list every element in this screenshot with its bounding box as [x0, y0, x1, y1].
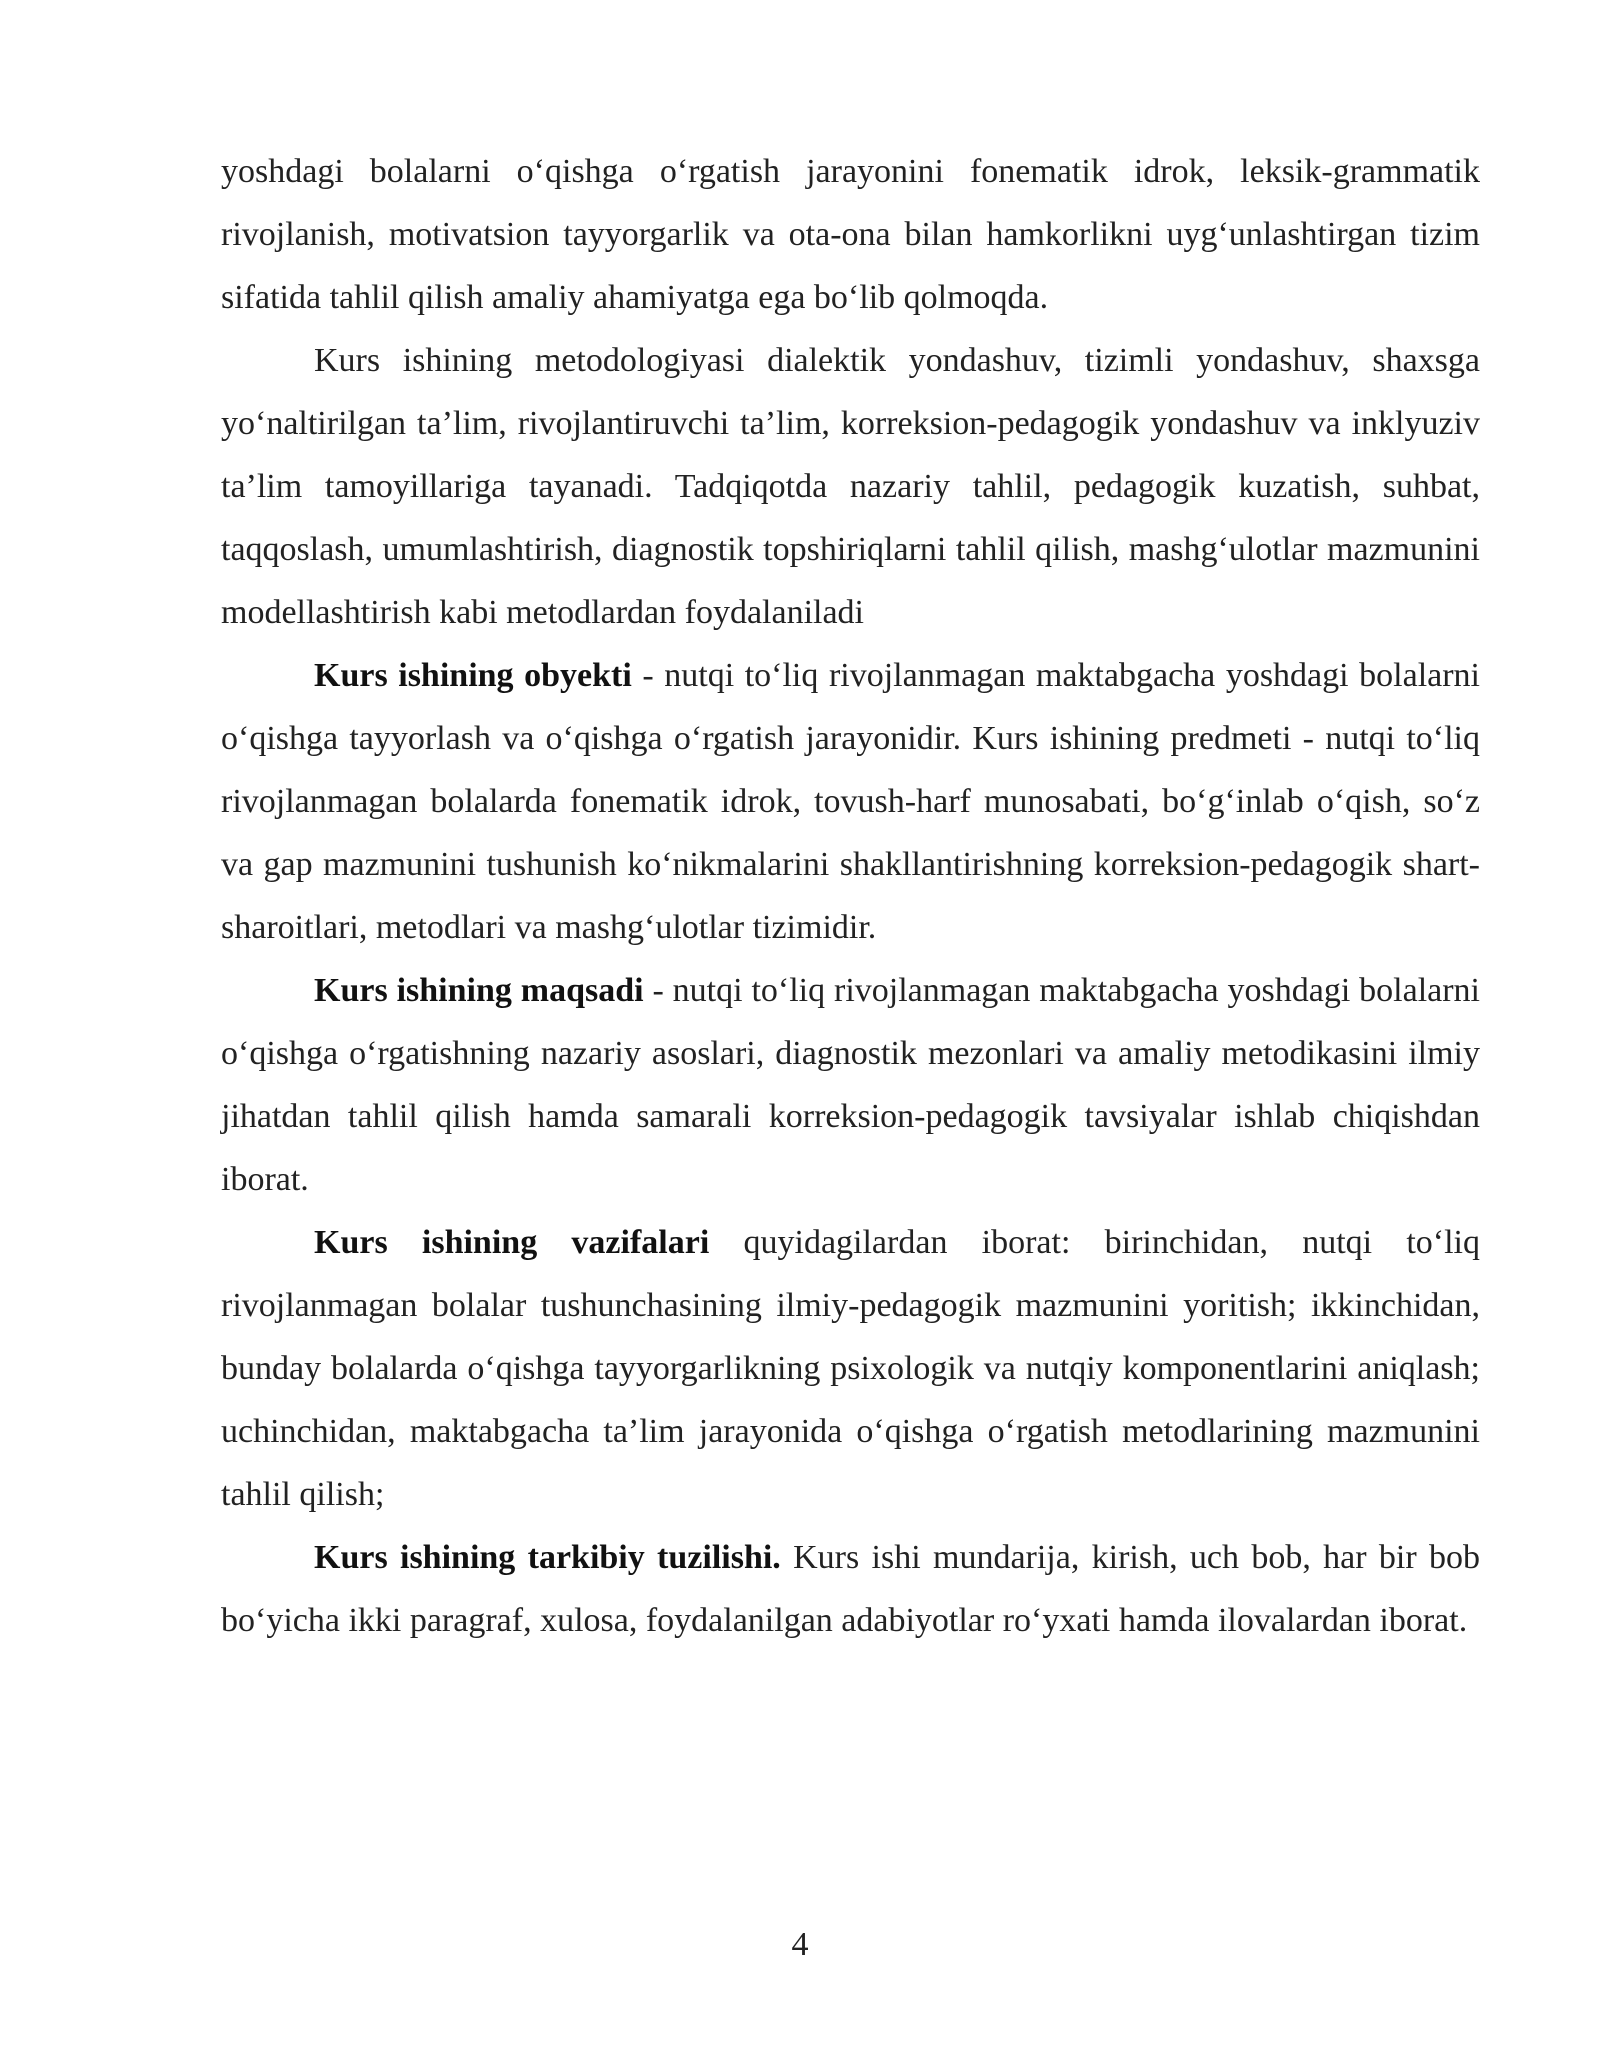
- paragraph-tasks: [221, 1211, 1480, 1526]
- paragraph-text: quyidagilardan iborat: birinchidan, nutqi to‘liq rivojlanmagan bolalar tushunchasining ilmiy-pedagogik mazmunini yoritish; ikkinchidan, bunday bolalarda o‘qishga tayyorgarlikning psixologik va nutqiy komponentlarini aniqlash; uchinchidan, maktabgacha ta’lim jarayonida o‘qishga o‘rgatish metodlarining mazmunini tahlil qilish;: [221, 1224, 1480, 1513]
- paragraph-text: yoshdagi bolalarni o‘qishga o‘rgatish jarayonini fonematik idrok, leksik-grammatik rivojlanish, motivatsion tayyorgarlik va ota-ona bilan hamkorlikni uyg‘unlashtirgan tizim sifatida tahlil qilish amaliy ahamiyatga ega bo‘lib qolmoqda.: [221, 153, 1480, 316]
- paragraph-text: Kurs ishining metodologiyasi dialektik yondashuv, tizimli yondashuv, shaxsga yo‘naltirilgan ta’lim, rivojlantiruvchi ta’lim, korreksion-pedagogik yondashuv va inklyuziv ta’lim tamoyillariga tayanadi. Tadqiqotda nazariy tahlil, pedagogik kuzatish, suhbat, taqqoslash, umumlashtirish, diagnostik topshiriqlarni tahlil qilish, mashg‘ulotlar mazmunini modellashtirish kabi metodlardan foydalaniladi: [221, 342, 1480, 631]
- paragraph-methodology: [221, 329, 1480, 644]
- paragraph-goal: [221, 959, 1480, 1211]
- paragraph-text: Kurs ishi mundarija, kirish, uch bob, har bir bob bo‘yicha ikki paragraf, xulosa, foydalanilgan adabiyotlar ro‘yxati hamda ilovalardan iborat.: [221, 1539, 1480, 1639]
- page-number: 4: [791, 1926, 809, 1963]
- document-body: [221, 140, 1480, 1652]
- paragraph-text: - nutqi to‘liq rivojlanmagan maktabgacha yoshdagi bolalarni o‘qishga o‘rgatishning nazariy asoslari, diagnostik mezonlari va amaliy metodikasini ilmiy jihatdan tahlil qilish hamda samarali korreksion-pedagogik tavsiyalar ishlab chiqishdan iborat.: [221, 972, 1481, 1198]
- paragraph-lead: Kurs ishining tarkibiy tuzilishi.: [314, 1539, 781, 1576]
- paragraph-lead: Kurs ishining vazifalari: [314, 1224, 710, 1261]
- paragraph-structure: [221, 1526, 1480, 1652]
- paragraph-object: [221, 644, 1480, 959]
- paragraph-text: - nutqi to‘liq rivojlanmagan maktabgacha yoshdagi bolalarni o‘qishga tayyorlash va o‘qishga o‘rgatish jarayonidir. Kurs ishining predmeti - nutqi to‘liq rivojlanmagan bolalarda fonematik idrok, tovush-harf munosabati, bo‘g‘inlab o‘qish, so‘z va gap mazmunini tushunish ko‘nikmalarini shakllantirishning korreksion-pedagogik shart-sharoitlari, metodlari va mashg‘ulotlar tizimidir.: [221, 657, 1480, 946]
- paragraph-lead: Kurs ishining obyekti: [314, 657, 632, 694]
- paragraph-continuation: [221, 140, 1480, 329]
- paragraph-lead: Kurs ishining maqsadi: [314, 972, 644, 1009]
